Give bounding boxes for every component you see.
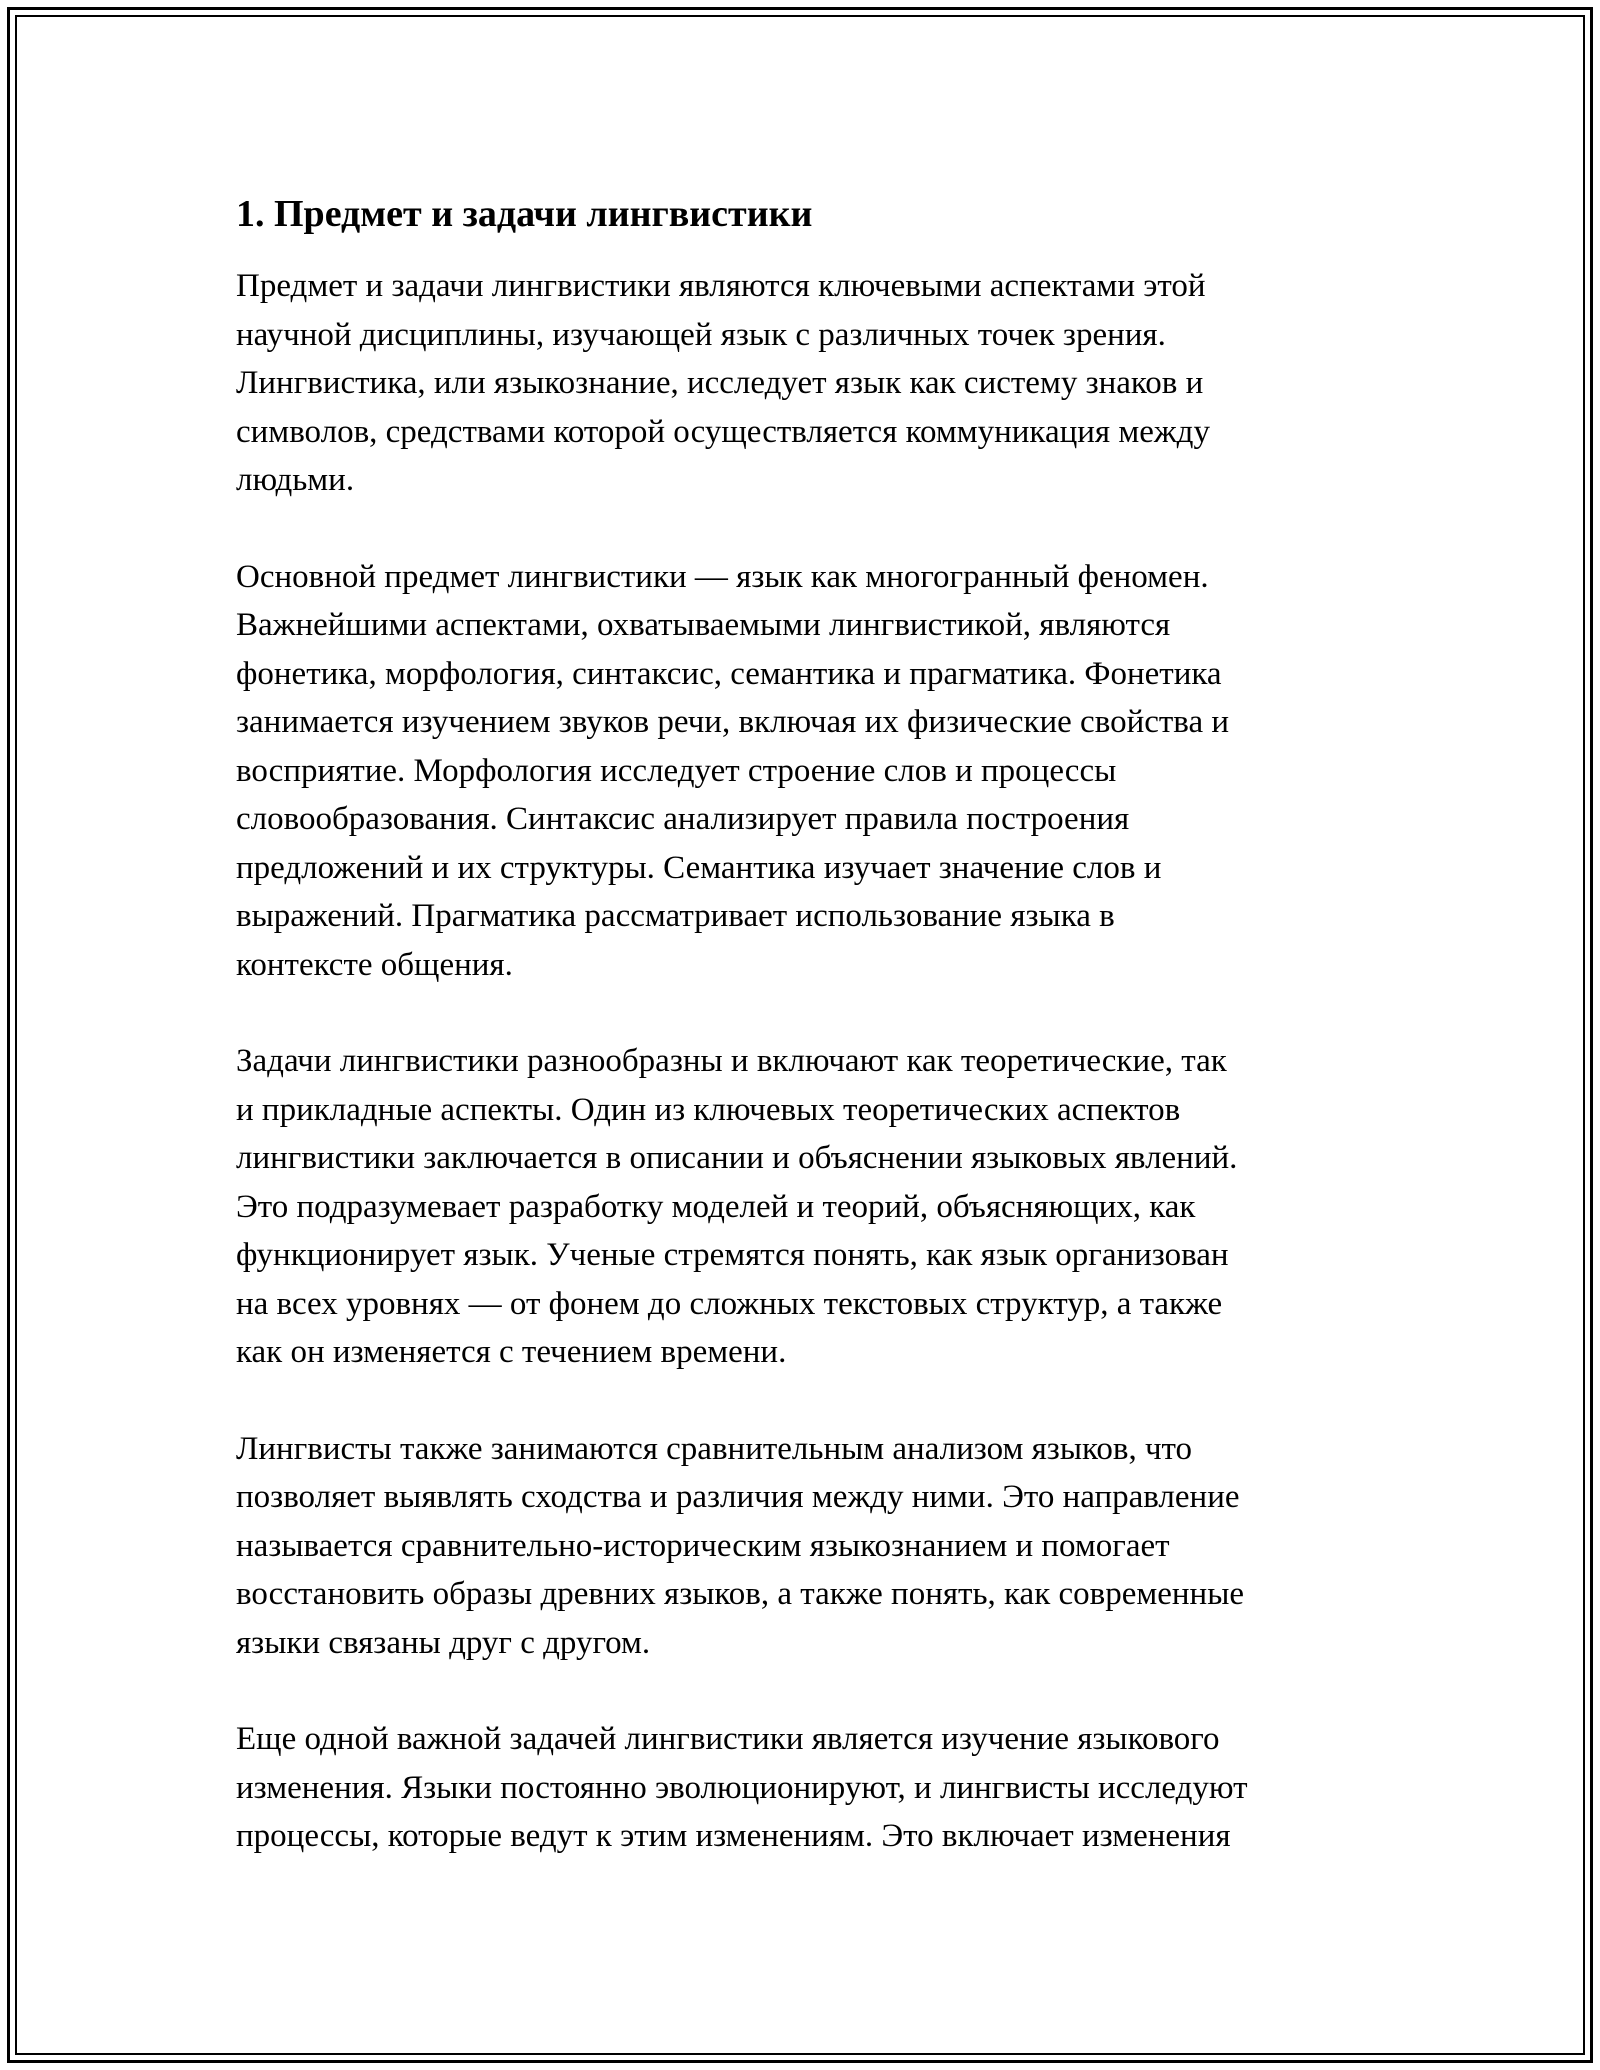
text-line: на всех уровнях — от фонем до сложных текстовых структур, а также <box>236 1285 1223 1322</box>
text-line: занимается изучением звуков речи, включая их физические свойства и <box>236 704 1229 740</box>
text-line: позволяет выявлять сходства и различия между ними. Это направление <box>236 1479 1240 1515</box>
paragraph-5 <box>236 1715 1376 1861</box>
text-line: и прикладные аспекты. Один из ключевых теоретических аспектов <box>236 1091 1181 1128</box>
text-line: Основной предмет лингвистики — язык как многогранный феномен. <box>236 558 1209 595</box>
text-line: фонетика, морфология, синтаксис, семантика и прагматика. Фонетика <box>236 655 1222 692</box>
text-line: научной дисциплины, изучающей язык с различных точек зрения. <box>236 316 1166 353</box>
text-line: предложений и их структуры. Семантика изучает значение слов и <box>236 849 1162 886</box>
text-line: Еще одной важной задачей лингвистики является изучение языкового <box>236 1721 1220 1757</box>
text-line: символов, средствами которой осуществляется коммуникация между <box>236 413 1210 450</box>
paragraph-4 <box>236 1425 1376 1668</box>
text-line: как он изменяется с течением времени. <box>236 1334 787 1370</box>
text-line: Это подразумевает разработку моделей и теорий, объясняющих, как <box>236 1188 1196 1225</box>
section-heading: 1. Предмет и задачи лингвистики <box>236 193 813 235</box>
text-line: восприятие. Морфология исследует строение слов и процессы <box>236 752 1117 789</box>
text-line: лингвистики заключается в описании и объяснении языковых явлений. <box>236 1140 1238 1176</box>
text-line: функционирует язык. Ученые стремятся понять, как язык организован <box>236 1237 1229 1273</box>
text-line: языки связаны друг с другом. <box>236 1624 651 1661</box>
text-line: называется сравнительно-историческим языкознанием и помогает <box>236 1527 1170 1564</box>
text-line: контексте общения. <box>236 946 513 983</box>
text-line: Важнейшими аспектами, охватываемыми лингвистикой, являются <box>236 607 1171 643</box>
text-line: Задачи лингвистики разнообразны и включают как теоретические, так <box>236 1043 1227 1079</box>
paragraph-1 <box>236 262 1376 505</box>
text-line: изменения. Языки постоянно эволюционируют, и лингвисты исследуют <box>236 1769 1248 1806</box>
text-line: выражений. Прагматика рассматривает использование языка в <box>236 898 1115 934</box>
text-line: процессы, которые ведут к этим изменениям. Это включает изменения <box>236 1818 1231 1854</box>
text-line: словообразования. Синтаксис анализирует правила построения <box>236 801 1130 837</box>
text-line: Лингвисты также занимаются сравнительным анализом языков, что <box>236 1430 1193 1467</box>
text-line: Лингвистика, или языкознание, исследует язык как систему знаков и <box>236 365 1204 401</box>
text-line: восстановить образы древних языков, а также понять, как современные <box>236 1576 1245 1612</box>
text-line: Предмет и задачи лингвистики являются ключевыми аспектами этой <box>236 268 1206 304</box>
document-body <box>236 186 1376 1909</box>
paragraph-2 <box>236 553 1376 990</box>
paragraph-3 <box>236 1037 1376 1377</box>
text-line: людьми. <box>236 462 355 498</box>
